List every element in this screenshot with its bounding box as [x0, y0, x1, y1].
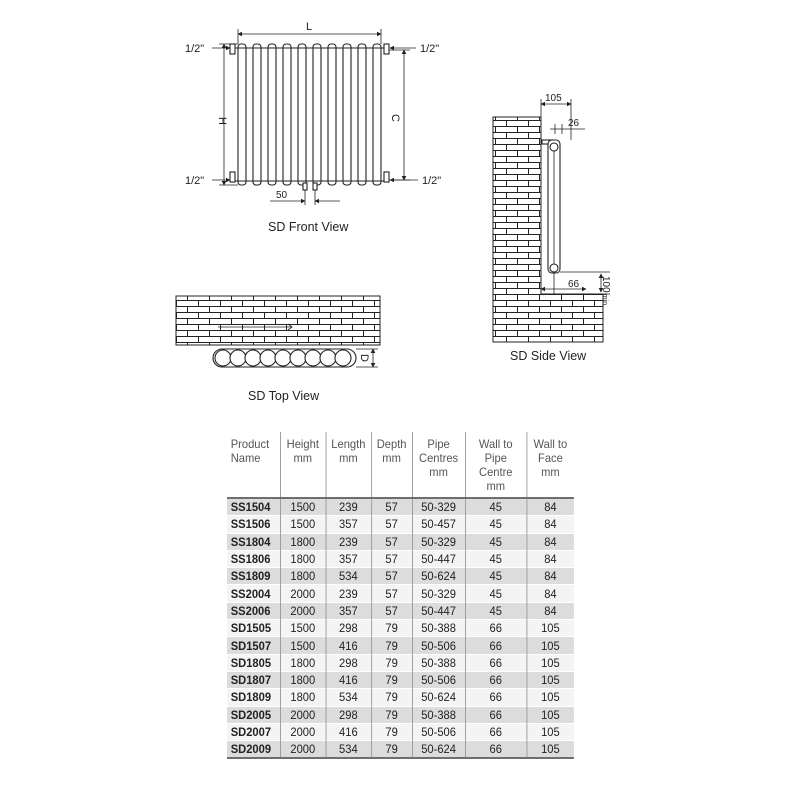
table-row	[227, 620, 574, 637]
table-cell: 1500	[280, 620, 326, 637]
table-cell: 45	[465, 516, 526, 533]
column-header: Depth mm	[371, 432, 412, 498]
table-cell: 357	[326, 516, 372, 533]
table-cell: 50-329	[412, 585, 465, 602]
table-cell: 105	[526, 689, 573, 706]
table-cell: 45	[465, 568, 526, 585]
column-header: Length mm	[326, 432, 372, 498]
table-cell: 534	[326, 689, 372, 706]
column-header: Wall to Pipe Centre mm	[465, 432, 526, 498]
product-name-cell: SD1505	[227, 620, 280, 637]
top-view-wall	[176, 296, 380, 345]
table-cell: 79	[371, 741, 412, 759]
product-name-cell: SD2007	[227, 723, 280, 740]
valve-bottom-right-label: 1/2"	[422, 175, 442, 187]
height-label: H	[216, 117, 228, 125]
table-cell: 2000	[280, 585, 326, 602]
table-cell: 534	[326, 741, 372, 759]
table-row	[227, 568, 574, 585]
table-cell: 1500	[280, 516, 326, 533]
side-view-caption: SD Side View	[510, 349, 587, 363]
product-name-cell: SS1804	[227, 533, 280, 550]
table-cell: 66	[465, 654, 526, 671]
table-cell: 84	[526, 602, 573, 619]
column-header: Pipe Centres mm	[412, 432, 465, 498]
table-cell: 50-447	[412, 550, 465, 567]
product-name-cell: SD2009	[227, 741, 280, 759]
side-view	[493, 93, 611, 363]
table-cell: 1500	[280, 637, 326, 654]
front-view-tubes	[230, 44, 389, 185]
table-cell: 105	[526, 671, 573, 688]
table-cell: 57	[371, 533, 412, 550]
table-cell: 298	[326, 620, 372, 637]
table-row	[227, 723, 574, 740]
centres-label: C	[389, 114, 401, 122]
table-cell: 79	[371, 671, 412, 688]
table-cell: 66	[465, 620, 526, 637]
floor-clearance-label: 100min	[600, 276, 611, 305]
table-cell: 79	[371, 654, 412, 671]
table-row	[227, 550, 574, 567]
valve-bottom-left-label: 1/2"	[185, 175, 205, 187]
valve-top-right-label: 1/2"	[420, 43, 440, 55]
table-cell: 105	[526, 706, 573, 723]
table-cell: 84	[526, 498, 573, 516]
table-cell: 1500	[280, 498, 326, 516]
depth-label: D	[358, 354, 370, 362]
table-cell: 1800	[280, 689, 326, 706]
table-cell: 50-506	[412, 637, 465, 654]
table-cell: 57	[371, 550, 412, 567]
table-cell: 66	[465, 723, 526, 740]
table-cell: 45	[465, 585, 526, 602]
table-row	[227, 602, 574, 619]
top-view-caption: SD Top View	[248, 389, 320, 403]
table-cell: 1800	[280, 568, 326, 585]
top-view	[176, 296, 380, 403]
table-cell: 50-457	[412, 516, 465, 533]
top-view-tubes	[213, 349, 356, 367]
column-header: Height mm	[280, 432, 326, 498]
column-header: Wall to Face mm	[533, 437, 568, 479]
table-cell: 298	[326, 706, 372, 723]
table-cell: 50-329	[412, 498, 465, 516]
table-cell: 79	[371, 689, 412, 706]
table-cell: 84	[526, 533, 573, 550]
table-cell: 298	[326, 654, 372, 671]
pipe-offset-label: 50	[276, 190, 288, 201]
table-cell: 1800	[280, 671, 326, 688]
table-row	[227, 585, 574, 602]
table-cell: 2000	[280, 741, 326, 759]
table-row	[227, 706, 574, 723]
product-name-cell: SS1504	[227, 498, 280, 516]
product-name-cell: SD2005	[227, 706, 280, 723]
table-row	[227, 533, 574, 550]
table-cell: 357	[326, 602, 372, 619]
product-name-cell: SD1805	[227, 654, 280, 671]
valve-top-left-label: 1/2"	[185, 43, 205, 55]
table-cell: 66	[465, 741, 526, 759]
table-cell: 105	[526, 741, 573, 759]
table-cell: 66	[465, 671, 526, 688]
table-cell: 534	[326, 568, 372, 585]
product-name-cell: SS2004	[227, 585, 280, 602]
table-cell: 416	[326, 723, 372, 740]
table-cell: 45	[465, 498, 526, 516]
table-cell: 1800	[280, 533, 326, 550]
table-row	[227, 516, 574, 533]
table-cell: 57	[371, 498, 412, 516]
table-cell: 239	[326, 533, 372, 550]
table-cell: 50-506	[412, 671, 465, 688]
product-name-cell: SD1507	[227, 637, 280, 654]
table-cell: 2000	[280, 723, 326, 740]
wall-to-face-label: 105	[545, 93, 562, 104]
table-cell: 2000	[280, 602, 326, 619]
wall-to-pipe-label: 66	[568, 279, 580, 290]
table-cell: 105	[526, 620, 573, 637]
product-name-cell: SS1809	[227, 568, 280, 585]
table-cell: 50-624	[412, 568, 465, 585]
table-cell: 50-624	[412, 741, 465, 759]
table-cell: 105	[526, 654, 573, 671]
table-cell: 79	[371, 637, 412, 654]
specification-table	[227, 432, 574, 759]
table-header-row	[227, 432, 574, 498]
table-cell: 105	[526, 723, 573, 740]
product-name-cell: SD1807	[227, 671, 280, 688]
table-cell: 416	[326, 637, 372, 654]
front-view	[185, 21, 441, 234]
table-row	[227, 741, 574, 759]
table-cell: 84	[526, 585, 573, 602]
table-cell: 50-388	[412, 620, 465, 637]
table-cell: 45	[465, 550, 526, 567]
table-cell: 84	[526, 568, 573, 585]
table-cell: 50-447	[412, 602, 465, 619]
table-cell: 66	[465, 689, 526, 706]
table-cell: 1800	[280, 550, 326, 567]
table-cell: 57	[371, 585, 412, 602]
table-cell: 79	[371, 620, 412, 637]
product-name-cell: SS2006	[227, 602, 280, 619]
table-cell: 50-388	[412, 654, 465, 671]
table-row	[227, 671, 574, 688]
table-cell: 416	[326, 671, 372, 688]
table-cell: 50-388	[412, 706, 465, 723]
table-body	[227, 498, 574, 758]
table-cell: 57	[371, 568, 412, 585]
table-cell: 45	[465, 602, 526, 619]
table-row	[227, 689, 574, 706]
table-cell: 105	[526, 637, 573, 654]
table-cell: 66	[465, 706, 526, 723]
table-cell: 57	[371, 602, 412, 619]
table-cell: 66	[465, 637, 526, 654]
table-cell: 50-506	[412, 723, 465, 740]
table-cell: 84	[526, 516, 573, 533]
table-row	[227, 654, 574, 671]
table-row	[227, 637, 574, 654]
product-name-cell: SS1506	[227, 516, 280, 533]
table-cell: 239	[326, 585, 372, 602]
table-cell: 79	[371, 723, 412, 740]
table-cell: 2000	[280, 706, 326, 723]
table-cell: 357	[326, 550, 372, 567]
product-name-cell: SS1806	[227, 550, 280, 567]
bracket-label: 26	[568, 118, 580, 129]
front-view-caption: SD Front View	[268, 220, 349, 234]
table-row	[227, 498, 574, 516]
table-cell: 50-624	[412, 689, 465, 706]
table-cell: 1800	[280, 654, 326, 671]
column-header: Product Name	[227, 432, 280, 498]
table-cell: 79	[371, 706, 412, 723]
length-label: L	[306, 21, 313, 33]
product-name-cell: SD1809	[227, 689, 280, 706]
table-cell: 45	[465, 533, 526, 550]
table-cell: 50-329	[412, 533, 465, 550]
table-cell: 84	[526, 550, 573, 567]
table-cell: 57	[371, 516, 412, 533]
table-cell: 239	[326, 498, 372, 516]
